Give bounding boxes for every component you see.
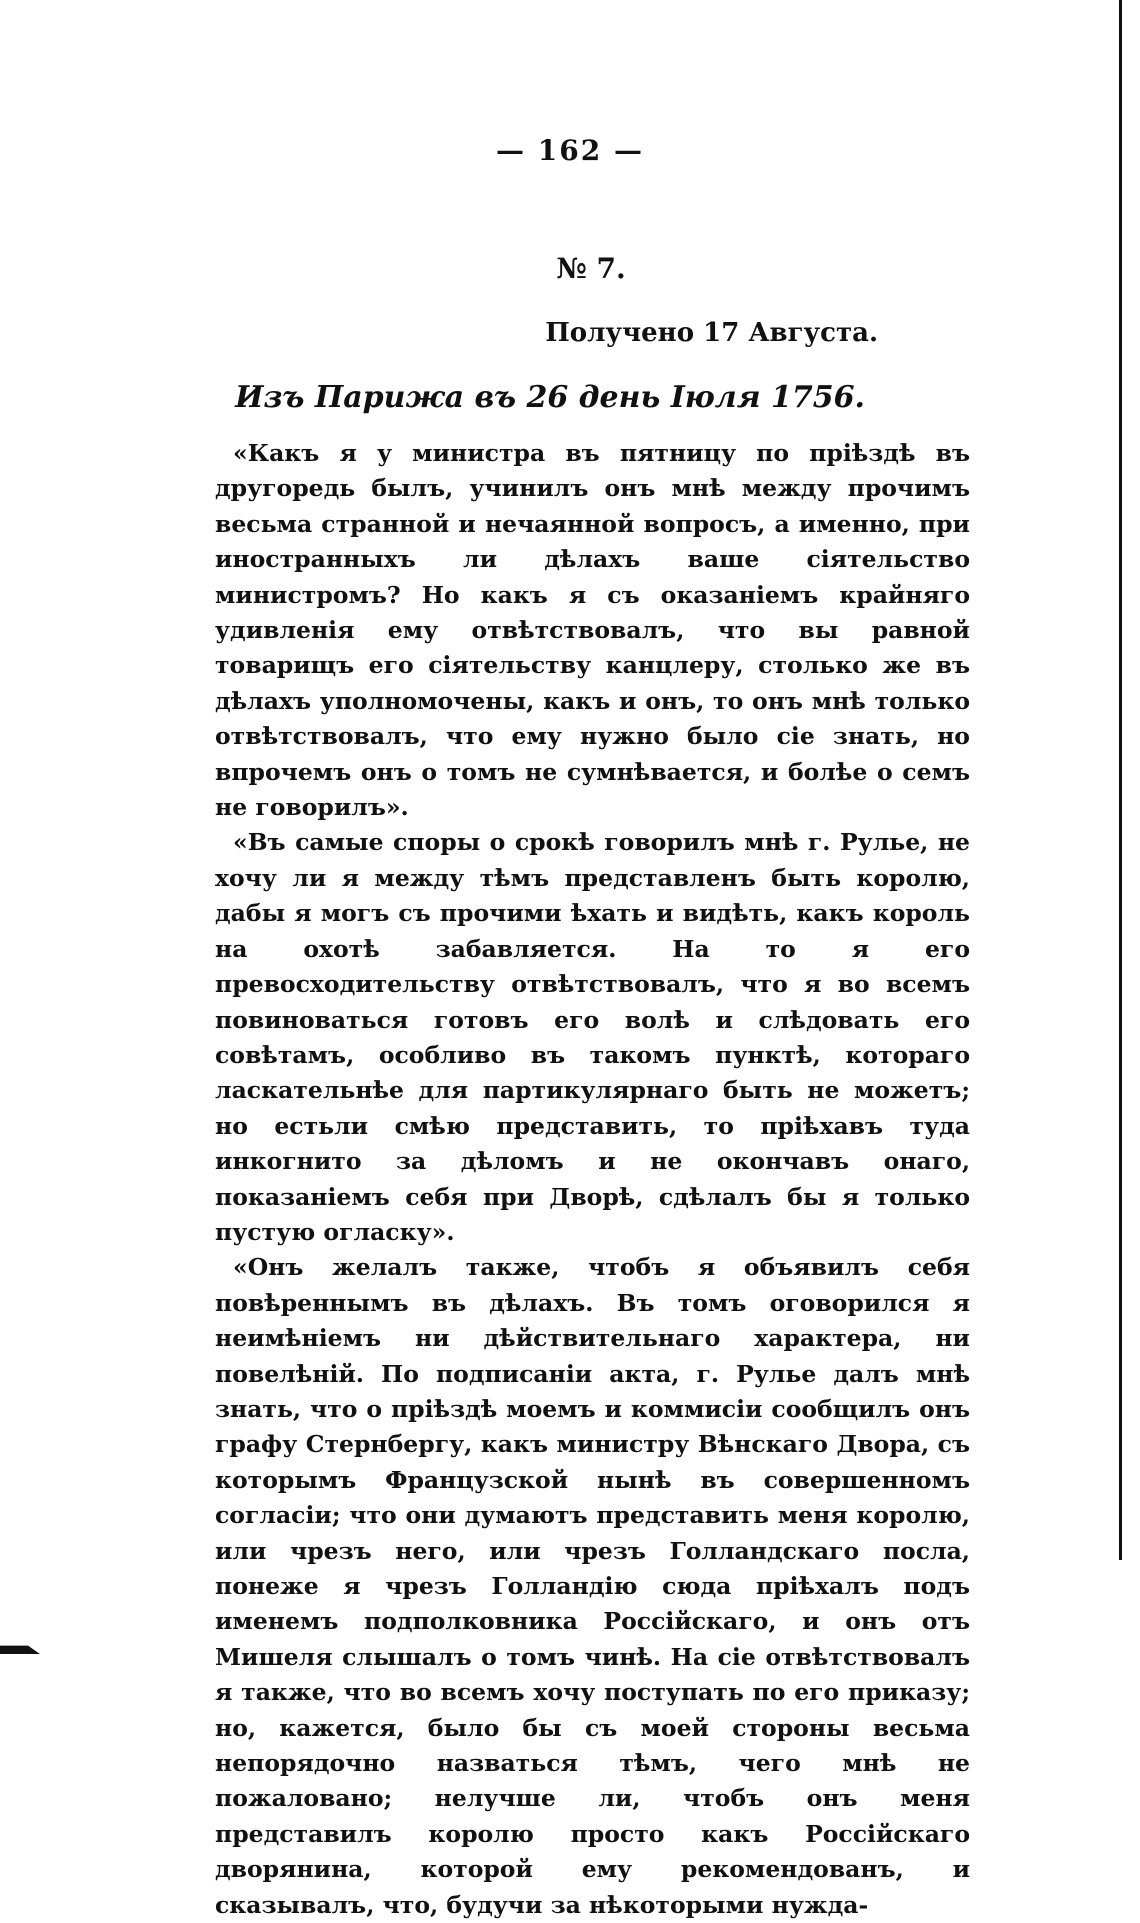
document-number: № 7.	[556, 252, 626, 285]
letter-body	[215, 436, 970, 1923]
received-date: Получено 17 Августа.	[545, 318, 878, 348]
paragraph: «Какъ я у министра въ пятницу по пріѣздѣ въ другоредь былъ, учинилъ онъ мнѣ между прочимъ весьма странной и нечаянной вопросъ, а именно, при иностранныхъ ли дѣлахъ ваше сіятельство министромъ? Но какъ я съ оказаніемъ крайняго удивленія ему отвѣтствовалъ, что вы равной товарищъ его сіятельству канцлеру, столько же въ дѣлахъ уполномочены, какъ и онъ, то онъ мнѣ только отвѣтствовалъ, что ему нужно было сіе знать, но впрочемъ онъ о томъ не сумнѣвается, и болѣе о семъ не говорилъ».	[215, 439, 970, 822]
paragraph: «Въ самые споры о срокѣ говорилъ мнѣ г. Рулье, не хочу ли я между тѣмъ представленъ быть королю, дабы я могъ съ прочими ѣхать и видѣть, какъ король на охотѣ забавляется. На то я его превосходительству отвѣтствовалъ, что я во всемъ повиноваться готовъ его волѣ и слѣдовать его совѣтамъ, особливо въ такомъ пунктѣ, котораго ласкательнѣе для партикулярнаго быть не можетъ; но естьли смѣю представить, то пріѣхавъ туда инкогнито за дѣломъ и не окончавъ онаго, показаніемъ себя при Дворѣ, сдѣлалъ бы я только пустую огласку».	[215, 828, 970, 1246]
page-edge-line	[1119, 0, 1122, 1560]
page-number: — 162 —	[496, 134, 644, 167]
dateline: Изъ Парижа въ 26 день Іюля 1756.	[235, 380, 865, 415]
paragraph: «Онъ желалъ также, чтобъ я объявилъ себя повѣреннымъ въ дѣлахъ. Въ томъ оговорился я неимѣніемъ ни дѣйствительнаго характера, ни повелѣній. По подписаніи акта, г. Рулье далъ мнѣ знать, что о пріѣздѣ моемъ и коммисіи сообщилъ онъ графу Стернбергу, какъ министру Вѣнскаго Двора, съ которымъ Французской нынѣ въ совершенномъ согласіи; что они думаютъ представить меня королю, или чрезъ него, или чрезъ Голландскаго посла, понеже я чрезъ Голландію сюда пріѣхалъ подъ именемъ подполковника Россійскаго, и онъ отъ Мишеля слышалъ о томъ чинѣ. На сіе отвѣтствовалъ я также, что во всемъ хочу поступать по его приказу; но, кажется, было бы съ моей стороны весьма непорядочно назваться тѣмъ, чего мнѣ не пожаловано; нелучше ли, чтобъ онъ меня представилъ королю просто какъ Россійскаго дворянина, которой ему рекомендованъ, и сказывалъ, что, будучи за нѣкоторыми нужда-	[215, 1253, 970, 1919]
page-edge-mark	[0, 1642, 40, 1654]
